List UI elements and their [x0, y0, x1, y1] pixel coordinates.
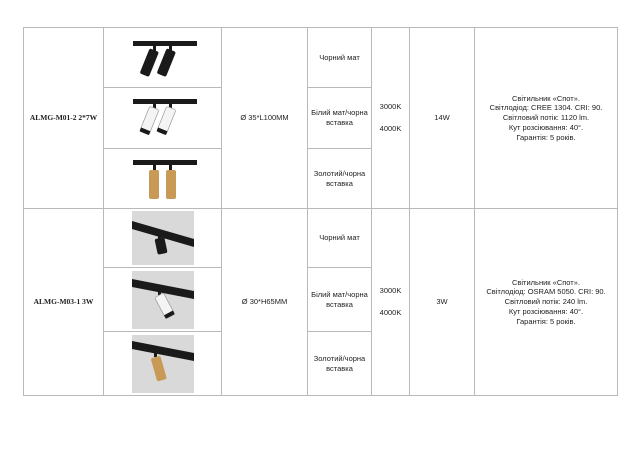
table-row [24, 209, 618, 268]
double-spot-gold-icon [104, 156, 221, 202]
product-image-cell [104, 28, 222, 88]
table-row [24, 28, 618, 88]
size-cell: Ø 30*H65MM [222, 209, 308, 396]
track-spot-gold-icon [104, 335, 221, 393]
power-cell: 3W [410, 209, 475, 396]
description-line: Світильник «Спот». [511, 93, 581, 103]
description-line: Світлодіод: OSRAM 5050. CRI: 90. [486, 287, 606, 297]
product-image-cell [104, 149, 222, 209]
description-line: Світловий потік: 1120 lm. [502, 113, 590, 123]
finish-cell: Білий мат/чорна вставка [308, 268, 372, 332]
product-image-cell [104, 209, 222, 268]
spec-table [23, 27, 618, 396]
finish-cell: Чорний мат [308, 209, 372, 268]
description-line: Світловий потік: 240 lm. [504, 297, 588, 307]
finish-cell: Чорний мат [308, 28, 372, 88]
description-line: Кут розсіювання: 40°. [508, 306, 584, 316]
description-cell [475, 28, 618, 209]
description-cell [475, 209, 618, 396]
temperature-value: 3000K [379, 102, 402, 112]
description-line: Світлодіод: CREE 1304. CRI: 90. [489, 103, 603, 113]
product-image-cell [104, 332, 222, 396]
size-cell: Ø 35*L100MM [222, 28, 308, 209]
temperature-value: 4000K [379, 308, 402, 317]
description-line: Гарантія: 5 років. [516, 316, 576, 326]
finish-cell: Золотий/чорна вставка [308, 149, 372, 209]
temperature-value: 4000K [379, 124, 402, 133]
color-temperature-cell [372, 209, 410, 396]
track-spot-white-icon [104, 271, 221, 329]
description-line: Кут розсіювання: 40°. [508, 122, 584, 132]
color-temperature-cell [372, 28, 410, 209]
description-line: Світильник «Спот». [511, 277, 581, 287]
temperature-value: 3000K [379, 286, 402, 296]
model-cell: ALMG-M01-2 2*7W [24, 28, 104, 209]
product-image-cell [104, 88, 222, 149]
product-image-cell [104, 268, 222, 332]
double-spot-black-icon [104, 35, 221, 81]
finish-cell: Золотий/чорна вставка [308, 332, 372, 396]
model-cell: ALMG-M03-1 3W [24, 209, 104, 396]
finish-cell: Білий мат/чорна вставка [308, 88, 372, 149]
description-line: Гарантія: 5 років. [516, 132, 576, 142]
double-spot-white-icon [104, 95, 221, 141]
power-cell: 14W [410, 28, 475, 209]
track-spot-black-icon [104, 211, 221, 265]
